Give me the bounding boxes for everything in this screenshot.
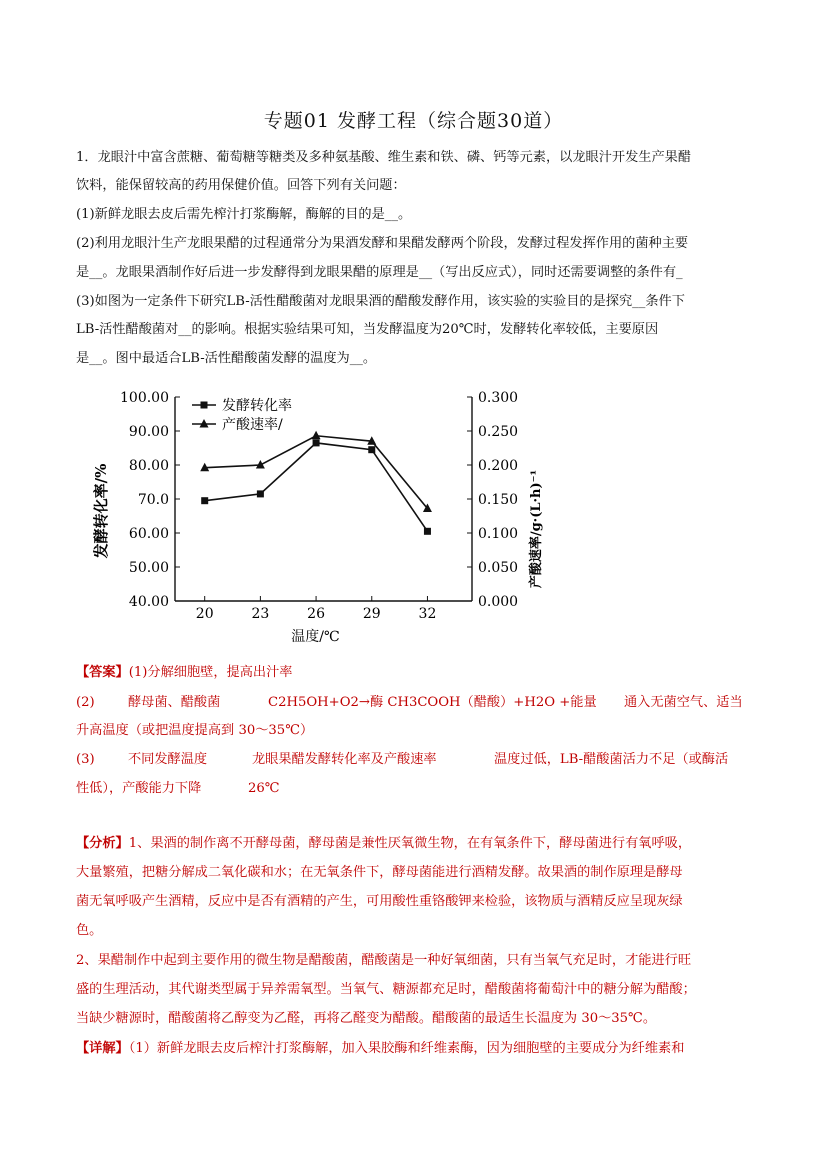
detail-line	[76, 1039, 756, 1059]
question-line: 饮料，能保留较高的药用保健价值。回答下列有关问题：	[76, 178, 406, 193]
left-tick-label: 60.00	[128, 526, 169, 542]
right-tick-label: 0.200	[478, 458, 519, 474]
detail-text: （1）新鲜龙眼去皮后榨汁打浆酶解，加入果胶酶和纤维素酶，因为细胞壁的主要成分为纤维素和	[128, 1041, 685, 1056]
left-tick-label: 70.0	[137, 492, 169, 508]
left-axis-label: 发酵转化率/%	[92, 463, 110, 559]
answer-2a: 酵母菌、醋酸菌	[128, 695, 221, 710]
analysis-text: 1、果酒的制作离不开酵母菌，酵母菌是兼性厌氧微生物，在有氧条件下，酵母菌进行有氧呼吸，	[128, 836, 692, 851]
answer-2c: 通入无菌空气、适当	[624, 695, 743, 710]
analysis-line: 菌无氧呼吸产生酒精，反应中是否有酒精的产生，可用酸性重铬酸钾来检验，该物质与酒精反应呈现灰绿	[76, 894, 683, 909]
right-tick-label: 0.250	[478, 424, 519, 440]
answer-line-1	[76, 663, 756, 683]
answer-num-2: (2)	[76, 695, 95, 710]
square-data-point	[257, 490, 264, 497]
question-line: 1．龙眼汁中富含蔗糖、葡萄糖等糖类及多种氨基酸、维生素和铁、磷、钙等元素，以龙眼汁开发生产果醋	[76, 150, 692, 165]
right-tick-label: 0.050	[478, 560, 519, 576]
analysis-line: 大量繁殖，把糖分解成二氧化碳和水；在无氧条件下，酵母菌能进行酒精发酵。故果酒的制作原理是酵母	[76, 865, 683, 880]
answer-2b: C2H5OH+O2→酶 CH3COOH（醋酸）+H2O +能量	[268, 695, 597, 710]
triangle-data-point	[312, 431, 321, 440]
question-line: 是__。图中最适合LB-活性醋酸菌发酵的温度为__。	[76, 351, 377, 366]
left-tick-label: 40.00	[128, 594, 169, 610]
answer-label: 【答案】	[76, 665, 129, 680]
left-tick-label: 100.00	[120, 390, 169, 406]
left-tick-label: 50.00	[128, 560, 169, 576]
analysis-line: 当缺少糖源时，醋酸菌将乙醇变为乙醛，再将乙醛变为醋酸。醋酸菌的最适生长温度为 30～35℃。	[76, 1011, 657, 1026]
right-tick-label: 0.150	[478, 492, 519, 508]
page-title: 专题01 发酵工程（综合题30道）	[263, 110, 564, 132]
answer-part-1: (1)分解细胞壁，提高出汁率	[128, 665, 293, 680]
x-tick-label: 32	[418, 606, 437, 622]
x-tick-label: 20	[195, 606, 214, 622]
question-line: (1)新鲜龙眼去皮后需先榨汁打浆酶解，酶解的目的是__。	[76, 207, 412, 222]
question-line: 是__。龙眼果酒制作好后进一步发酵得到龙眼果醋的原理是__（写出反应式），同时还需要调整的条件有_	[76, 265, 683, 280]
answer-5b: 26℃	[248, 781, 280, 796]
answer-line-3: 升高温度（或把温度提高到 30～35℃）	[76, 723, 314, 738]
square-data-point	[313, 439, 320, 446]
answer-num-3: (3)	[76, 752, 95, 767]
question-line: LB-活性醋酸菌对__的影响。根据实验结果可知，当发酵温度为20℃时，发酵转化率较低，主要原因	[76, 322, 659, 337]
series-line-2	[205, 436, 428, 509]
x-axis-label: 温度/℃	[291, 629, 340, 645]
square-data-point	[368, 446, 375, 453]
square-data-point	[424, 528, 431, 535]
x-tick-label: 29	[362, 606, 381, 622]
right-tick-label: 0.000	[478, 594, 519, 610]
x-tick-label: 23	[251, 606, 270, 622]
right-tick-label: 0.100	[478, 526, 519, 542]
answer-4c: 温度过低，LB-醋酸菌活力不足（或酶活	[494, 752, 729, 767]
answer-4a: 不同发酵温度	[128, 752, 208, 767]
left-tick-label: 90.00	[128, 424, 169, 440]
answer-4b: 龙眼果醋发酵转化率及产酸速率	[252, 752, 437, 767]
question-line: (3)如图为一定条件下研究LB-活性醋酸菌对龙眼果酒的醋酸发酵作用，该实验的实验目的是探究__条件下	[76, 294, 685, 309]
right-axis-label: 产酸速率/g·(L·h)⁻¹	[529, 469, 544, 589]
triangle-data-point	[256, 460, 265, 469]
analysis-line: 盛的生理活动，其代谢类型属于异养需氧型。当氧气、糖源都充足时，醋酸菌将葡萄汁中的糖分解为醋酸；	[76, 982, 696, 997]
answer-line-5	[76, 779, 756, 799]
question-line: (2)利用龙眼汁生产龙眼果醋的过程通常分为果酒发酵和果醋发酵两个阶段，发酵过程发挥作用的菌种主要	[76, 236, 689, 251]
answer-5a: 性低），产酸能力下降	[76, 781, 202, 796]
square-data-point	[201, 497, 208, 504]
series-line-1	[205, 443, 428, 531]
answer-line-2	[76, 693, 756, 713]
analysis-label: 【分析】	[76, 836, 129, 851]
right-tick-label: 0.300	[478, 390, 519, 406]
dual-axis-line-chart	[88, 380, 544, 650]
x-tick-label: 26	[307, 606, 325, 622]
legend-label: 产酸速率/	[222, 417, 283, 433]
legend-label: 发酵转化率	[222, 398, 292, 414]
legend-square-marker	[201, 402, 208, 409]
left-tick-label: 80.00	[128, 458, 169, 474]
analysis-line: 色。	[76, 923, 103, 938]
detail-label: 【详解】	[76, 1041, 129, 1056]
analysis-line	[76, 834, 756, 854]
analysis-line: 2、果醋制作中起到主要作用的微生物是醋酸菌，醋酸菌是一种好氧细菌，只有当氧气充足时，才能进行旺	[76, 953, 692, 968]
answer-line-4	[76, 750, 756, 770]
